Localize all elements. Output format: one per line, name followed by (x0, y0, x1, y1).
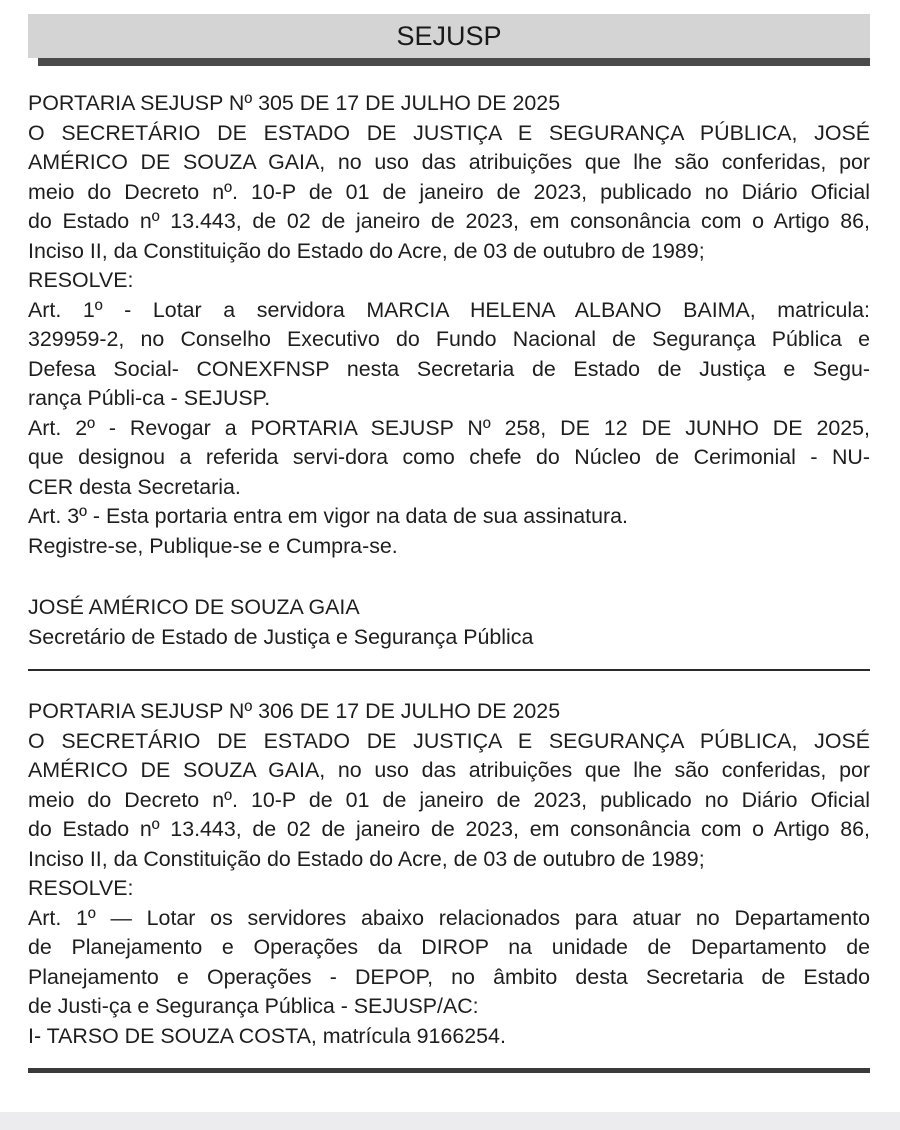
preamble-line: do Estado nº 13.443, de 02 de janeiro de 2023, em consonância com o Artigo 86, (28, 209, 870, 233)
portaria-title: PORTARIA SEJUSP Nº 305 DE 17 DE JULHO DE 2025 (28, 91, 561, 115)
article-line: Art. 1º — Lotar os servidores abaixo relacionados para atuar no Departamento (28, 905, 870, 930)
appointee-item: I- TARSO DE SOUZA COSTA, matrícula 9166254. (28, 1023, 506, 1048)
portaria-306 (28, 697, 870, 1051)
preamble-line: Inciso II, da Constituição do Estado do Acre, de 03 de outubro de 1989; (28, 238, 705, 263)
preamble-line: O SECRETÁRIO DE ESTADO DE JUSTIÇA E SEGURANÇA PÚBLICA, JOSÉ (28, 728, 870, 753)
article-line: Planejamento e Operações - DEPOP, no âmbito desta Secretaria de Estado (28, 964, 870, 989)
portaria-title: PORTARIA SEJUSP Nº 306 DE 17 DE JULHO DE 2025 (28, 699, 561, 723)
closing-line: Registre-se, Publique-se e Cumpra-se. (28, 533, 398, 558)
resolve-label: RESOLVE: (28, 876, 134, 900)
article-line: que designou a referida servi-dora como chefe do Núcleo de Cerimonial - NU- (28, 445, 870, 469)
header-shadow-bar (38, 58, 870, 66)
resolve-label: RESOLVE: (28, 268, 134, 292)
preamble-line: AMÉRICO DE SOUZA GAIA, no uso das atribuições que lhe são conferidas, por (28, 758, 870, 782)
preamble-line: do Estado nº 13.443, de 02 de janeiro de 2023, em consonância com o Artigo 86, (28, 817, 870, 841)
signature-block (28, 593, 870, 652)
signatory-role: Secretário de Estado de Justiça e Segurança Pública (28, 624, 534, 649)
article-line: Defesa Social- CONEXFNSP nesta Secretaria de Estado de Justiça e Segu- (28, 356, 870, 381)
preamble-line: AMÉRICO DE SOUZA GAIA, no uso das atribuições que lhe são conferidas, por (28, 150, 870, 174)
article-line: de Justi-ça e Segurança Pública - SEJUSP/AC: (28, 994, 479, 1018)
preamble-line: meio do Decreto nº. 10-P de 01 de janeiro de 2023, publicado no Diário Oficial (28, 179, 870, 204)
section-divider (28, 669, 870, 671)
article-line: CER desta Secretaria. (28, 474, 241, 499)
article-line: rança Públi-ca - SEJUSP. (28, 386, 271, 410)
preamble-line: O SECRETÁRIO DE ESTADO DE JUSTIÇA E SEGURANÇA PÚBLICA, JOSÉ (28, 120, 870, 145)
article-line: Art. 1º - Lotar a servidora MARCIA HELENA ALBANO BAIMA, matricula: (28, 297, 870, 322)
article-line: 329959-2, no Conselho Executivo do Fundo Nacional de Segurança Pública e (28, 327, 870, 351)
preamble-line: Inciso II, da Constituição do Estado do Acre, de 03 de outubro de 1989; (28, 846, 705, 871)
bottom-strip (0, 1112, 900, 1130)
signatory-name: JOSÉ AMÉRICO DE SOUZA GAIA (28, 595, 360, 619)
preamble-line: meio do Decreto nº. 10-P de 01 de janeiro de 2023, publicado no Diário Oficial (28, 787, 870, 812)
article-line: Art. 2º - Revogar a PORTARIA SEJUSP Nº 258, DE 12 DE JUNHO DE 2025, (28, 415, 870, 440)
article-line: Art. 3º - Esta portaria entra em vigor na data de sua assinatura. (28, 504, 628, 528)
section-title: SEJUSP (396, 21, 502, 51)
footer-rule (28, 1068, 870, 1073)
portaria-305 (28, 89, 870, 561)
article-line: de Planejamento e Operações da DIROP na unidade de Departamento de (28, 935, 870, 959)
